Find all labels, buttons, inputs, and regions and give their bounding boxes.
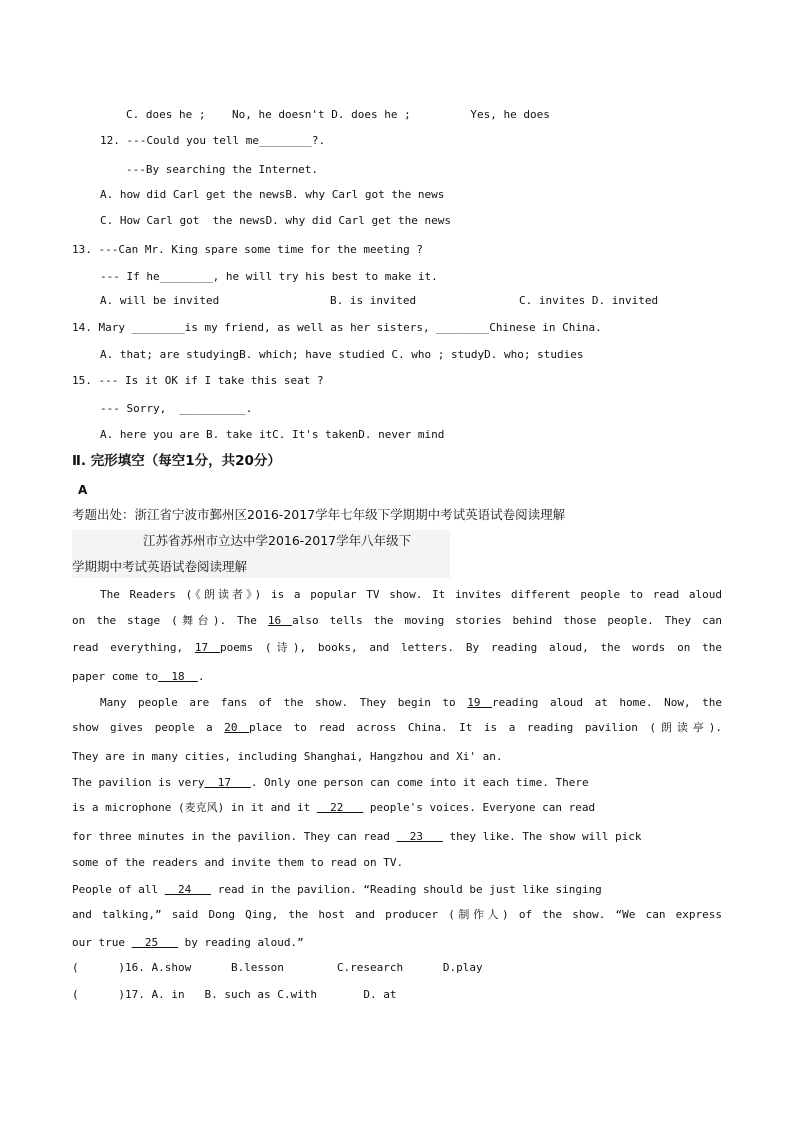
text-span: . Only one person can come into it each time. There (250, 776, 589, 789)
text-span: is a microphone (麦克风) in it and it (72, 801, 317, 814)
blank-24: 24 (164, 883, 212, 896)
q13-stem: 13. ---Can Mr. King spare some time for the meeting ? (72, 243, 423, 256)
blank-17: 17 (194, 641, 220, 654)
text-span: The pavilion is very (72, 776, 205, 789)
q13-reply: --- If he________, he will try his best to make it. (100, 270, 438, 283)
text-span: also tells the moving stories behind those people. They can (292, 614, 722, 627)
section-label: A (78, 483, 88, 497)
passage-p3-line3 (72, 830, 642, 844)
passage-p1-line4 (72, 670, 204, 684)
q15-options: A. here you are B. take itC. It's takenD. never mind (100, 428, 445, 441)
text-span: Many people are fans of the show. They begin to (100, 696, 468, 709)
source-line-1: 考题出处：浙江省宁波市鄞州区2016-2017学年七年级下学期期中考试英语试卷阅读理解 (72, 507, 566, 522)
text-span: people's voices. Everyone can read (363, 801, 596, 814)
q13-option-a: A. will be invited (100, 294, 220, 307)
text-span: for three minutes in the pavilion. They can read (72, 830, 397, 843)
text-span: poems (诗), books, and letters. By reading aloud, the words on the (219, 641, 722, 654)
blank-21: 17 (204, 776, 251, 789)
text-span: read in the pavilion. “Reading should be just like singing (211, 883, 602, 896)
q14-options: A. that; are studyingB. which; have studied C. who ; studyD. who; studies (100, 348, 584, 361)
q12-options-cd: C. How Carl got the newsD. why did Carl get the news (100, 214, 451, 227)
text-span: by reading aloud.” (177, 936, 304, 949)
passage-p2-line2 (72, 721, 722, 735)
passage-p3-line4: some of the readers and invite them to read on TV. (72, 856, 404, 869)
blank-16: 16 (267, 614, 293, 627)
q11-options: C. does he ; No, he doesn't D. does he ; Yes, he does (126, 108, 550, 121)
blank-22: 22 (316, 801, 364, 814)
section-heading: Ⅱ. 完形填空（每空1分，共20分） (72, 453, 281, 469)
text-span: on the stage (舞台). The (72, 614, 268, 627)
text-span: they like. The show will pick (442, 830, 642, 843)
passage-p4-line1 (72, 883, 602, 897)
text-span: our true (72, 936, 132, 949)
blank-18: 18 (158, 670, 198, 683)
text-span: People of all (72, 883, 165, 896)
text-span: place to read across China. It is a reading pavilion (朗读亭). (249, 721, 722, 734)
choice-q16: ( )16. A.show B.lesson C.research D.play (72, 961, 483, 974)
q13-option-b: B. is invited (330, 294, 417, 307)
q14-stem: 14. Mary ________is my friend, as well as her sisters, ________Chinese in China. (72, 321, 602, 334)
q13-options-cd: C. invites D. invited (519, 294, 659, 307)
passage-p1-line3 (72, 641, 722, 655)
source-line-2: 江苏省苏州市立达中学2016-2017学年八年级下 (143, 533, 412, 548)
q12-options-ab: A. how did Carl get the newsB. why Carl got the news (100, 188, 445, 201)
text-span: paper come to (72, 670, 159, 683)
text-span: . (197, 670, 205, 683)
passage-p1-line2 (72, 614, 722, 628)
q12-reply: ---By searching the Internet. (126, 163, 319, 176)
blank-25: 25 (131, 936, 178, 949)
passage-p4-line2: and talking,” said Dong Qing, the host and producer (制作人) of the show. “We can express (72, 908, 722, 921)
blank-20: 20 (224, 721, 250, 734)
q12-stem: 12. ---Could you tell me________?. (100, 134, 326, 147)
passage-p2-line1 (100, 696, 722, 710)
source-line-3: 学期期中考试英语试卷阅读理解 (72, 559, 248, 574)
passage-p4-line3 (72, 936, 304, 950)
passage-p3-line2 (72, 801, 595, 815)
q15-stem: 15. --- Is it OK if I take this seat ? (72, 374, 324, 387)
choice-q17: ( )17. A. in B. such as C.with D. at (72, 988, 397, 1001)
passage-p2-line3: They are in many cities, including Shanghai, Hangzhou and Xi' an. (72, 750, 503, 763)
text-span: show gives people a (72, 721, 225, 734)
text-span: reading aloud at home. Now, the (492, 696, 722, 709)
blank-23: 23 (396, 830, 443, 843)
passage-p3-line1 (72, 776, 589, 790)
text-span: read everything, (72, 641, 195, 654)
passage-p1-line1: The Readers (《朗读者》) is a popular TV show. It invites different people to read aloud (100, 588, 722, 601)
blank-19: 19 (467, 696, 493, 709)
q15-reply: --- Sorry, __________. (100, 402, 253, 415)
